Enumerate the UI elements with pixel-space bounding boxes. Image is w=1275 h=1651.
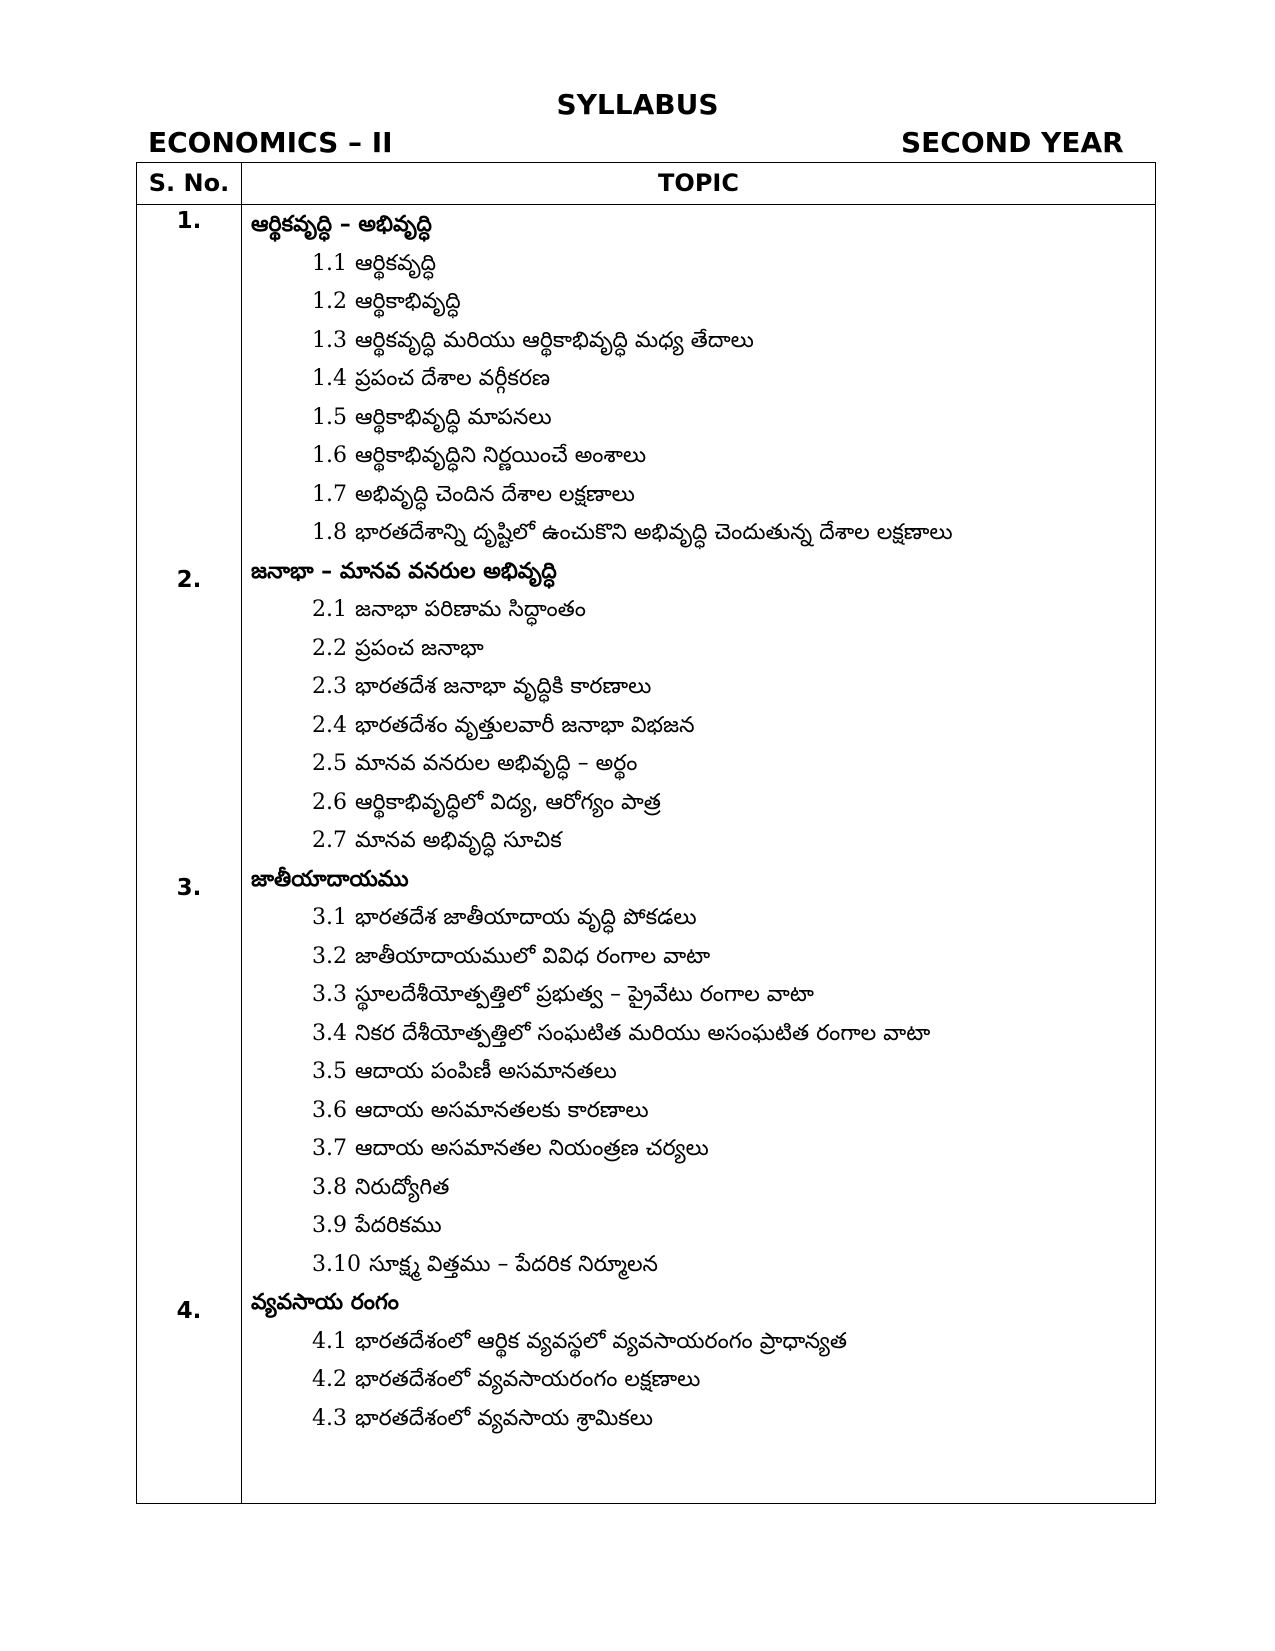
topic-text: ఆదాయ పంపిణీ అసమానతలు <box>355 1059 617 1084</box>
topic-item <box>312 244 436 284</box>
topic-text: ఆర్థికాభివృద్ధిని నిర్ణయించే అంశాలు <box>355 443 647 468</box>
topic-number: 3.5 <box>312 1059 347 1084</box>
topic-text: భారతదేశం వృత్తులవారీ జనాభా విభజన <box>355 712 695 738</box>
topic-text: ఆర్థికాభివృద్ధి <box>355 289 461 314</box>
unit-title: జాతీయాదాయము <box>251 866 409 892</box>
topic-text: ఆర్థికాభివృద్ధి మాపనలు <box>355 404 552 430</box>
topic-number: 3.4 <box>312 1020 347 1046</box>
topic-number: 3.7 <box>312 1136 347 1161</box>
topic-text: ప్రపంచ దేశాల వర్గీకరణ <box>355 366 551 391</box>
topic-text: ఆర్థికవృద్ధి <box>355 250 437 276</box>
topic-item <box>312 1360 700 1400</box>
column-header-sno: S. No. <box>148 169 230 197</box>
topic-item <box>312 629 484 669</box>
topic-text: నికర దేశీయోత్పత్తిలో సంఘటిత మరియు అసంఘటిత రంగాల వాటా <box>355 1020 931 1046</box>
topic-number: 3.8 <box>312 1174 347 1200</box>
unit-number: 2. <box>176 566 202 593</box>
topic-number: 3.2 <box>312 943 347 969</box>
topic-text: జాతీయాదాయములో వివిధ రంగాల వాటా <box>355 943 711 969</box>
topic-text: పేదరికము <box>355 1213 442 1238</box>
topic-number: 1.5 <box>312 404 347 430</box>
column-header-topic: TOPIC <box>658 169 739 197</box>
topic-number: 1.4 <box>312 366 347 391</box>
column-divider <box>241 163 242 1503</box>
topic-text: నిరుద్యోగిత <box>355 1174 450 1200</box>
topic-item <box>312 1168 449 1208</box>
topic-number: 2.6 <box>312 789 347 815</box>
topic-text: భారతదేశంలో ఆర్థిక వ్యవస్థలో వ్యవసాయరంగం ప్రాధాన్యత <box>355 1328 847 1354</box>
topic-number: 2.1 <box>312 597 347 622</box>
topic-item <box>312 359 550 399</box>
syllabus-table <box>136 162 1156 1504</box>
topic-number: 4.2 <box>312 1367 347 1392</box>
topic-number: 1.2 <box>312 289 347 314</box>
topic-item <box>312 1129 709 1169</box>
topic-item <box>312 321 754 361</box>
unit-title: వ్యవసాయ రంగం <box>251 1290 399 1315</box>
topic-number: 3.6 <box>312 1097 347 1123</box>
topic-text: భారతదేశ జాతీయాదాయ వృద్ధి పోకడలు <box>355 905 697 930</box>
topic-item <box>312 744 637 784</box>
topic-item <box>312 1245 658 1285</box>
topic-number: 3.9 <box>312 1213 347 1238</box>
topic-number: 4.1 <box>312 1328 347 1354</box>
topic-number: 2.7 <box>312 828 347 853</box>
topic-item <box>312 1206 442 1246</box>
topic-item <box>312 898 697 938</box>
topic-item <box>312 282 461 322</box>
topic-text: ఆర్థికాభివృద్ధిలో విద్య, ఆరోగ్యం పాత్ర <box>355 789 661 815</box>
topic-item <box>312 513 953 553</box>
page-title: SYLLABUS <box>556 88 719 121</box>
unit-title: జనాభా – మానవ వనరుల అభివృద్ధి <box>251 558 557 584</box>
topic-item <box>312 398 552 438</box>
topic-number: 3.3 <box>312 982 347 1007</box>
topic-item <box>312 783 661 823</box>
topic-item <box>312 706 695 746</box>
topic-item <box>312 1052 617 1092</box>
topic-text: జనాభా పరిణామ సిద్ధాంతం <box>355 597 586 622</box>
topic-text: ఆదాయ అసమానతలకు కారణాలు <box>355 1097 649 1123</box>
topic-number: 1.1 <box>312 250 347 276</box>
unit-title: ఆర్థికవృద్ధి – అభివృద్ధి <box>251 212 432 237</box>
topic-text: మానవ వనరుల అభివృద్ధి – అర్థం <box>355 751 638 776</box>
topic-text: భారతదేశ జనాభా వృద్ధికి కారణాలు <box>355 674 652 699</box>
topic-item <box>312 590 586 630</box>
topic-number: 1.7 <box>312 481 347 507</box>
topic-number: 2.3 <box>312 674 347 699</box>
topic-item <box>312 475 635 515</box>
topic-number: 2.5 <box>312 751 347 776</box>
topic-text: సూక్ష్మ విత్తము – పేదరిక నిర్మూలన <box>368 1251 658 1277</box>
topic-number: 4.3 <box>312 1405 347 1431</box>
topic-text: ప్రపంచ జనాభా <box>355 635 484 661</box>
topic-item <box>312 821 562 861</box>
topic-item <box>312 436 646 476</box>
topic-item <box>312 1014 930 1054</box>
topic-text: అభివృద్ధి చెందిన దేశాల లక్షణాలు <box>355 481 635 507</box>
topic-number: 2.2 <box>312 635 347 661</box>
topic-text: ఆదాయ అసమానతల నియంత్రణ చర్యలు <box>355 1136 709 1161</box>
unit-number: 4. <box>176 1298 202 1324</box>
topic-number: 1.8 <box>312 520 347 545</box>
year-heading: SECOND YEAR <box>901 126 1124 159</box>
topic-number: 2.4 <box>312 712 347 738</box>
topic-item <box>312 975 814 1015</box>
topic-text: భారతదేశాన్ని దృష్టిలో ఉంచుకొని అభివృద్ధి చెందుతున్న దేశాల లక్షణాలు <box>355 520 953 545</box>
subject-heading: ECONOMICS – II <box>148 126 393 159</box>
topic-item <box>312 1399 653 1439</box>
topic-item <box>312 937 710 977</box>
topic-number: 1.3 <box>312 327 347 353</box>
topic-item <box>312 1322 847 1362</box>
unit-number: 1. <box>176 208 202 234</box>
topic-text: స్థూలదేశీయోత్పత్తిలో ప్రభుత్వ – ప్రైవేటు రంగాల వాటా <box>355 982 814 1007</box>
unit-number: 3. <box>176 874 202 901</box>
topic-number: 1.6 <box>312 443 347 468</box>
topic-item <box>312 1091 649 1131</box>
topic-text: భారతదేశంలో వ్యవసాయ శ్రామికలు <box>355 1405 653 1431</box>
topic-number: 3.10 <box>312 1251 361 1277</box>
topic-number: 3.1 <box>312 905 347 930</box>
topic-item <box>312 667 651 707</box>
topic-text: భారతదేశంలో వ్యవసాయరంగం లక్షణాలు <box>355 1367 701 1392</box>
topic-text: ఆర్థికవృద్ధి మరియు ఆర్థికాభివృద్ధి మధ్య తేదాలు <box>355 327 754 353</box>
topic-text: మానవ అభివృద్ధి సూచిక <box>355 828 562 853</box>
